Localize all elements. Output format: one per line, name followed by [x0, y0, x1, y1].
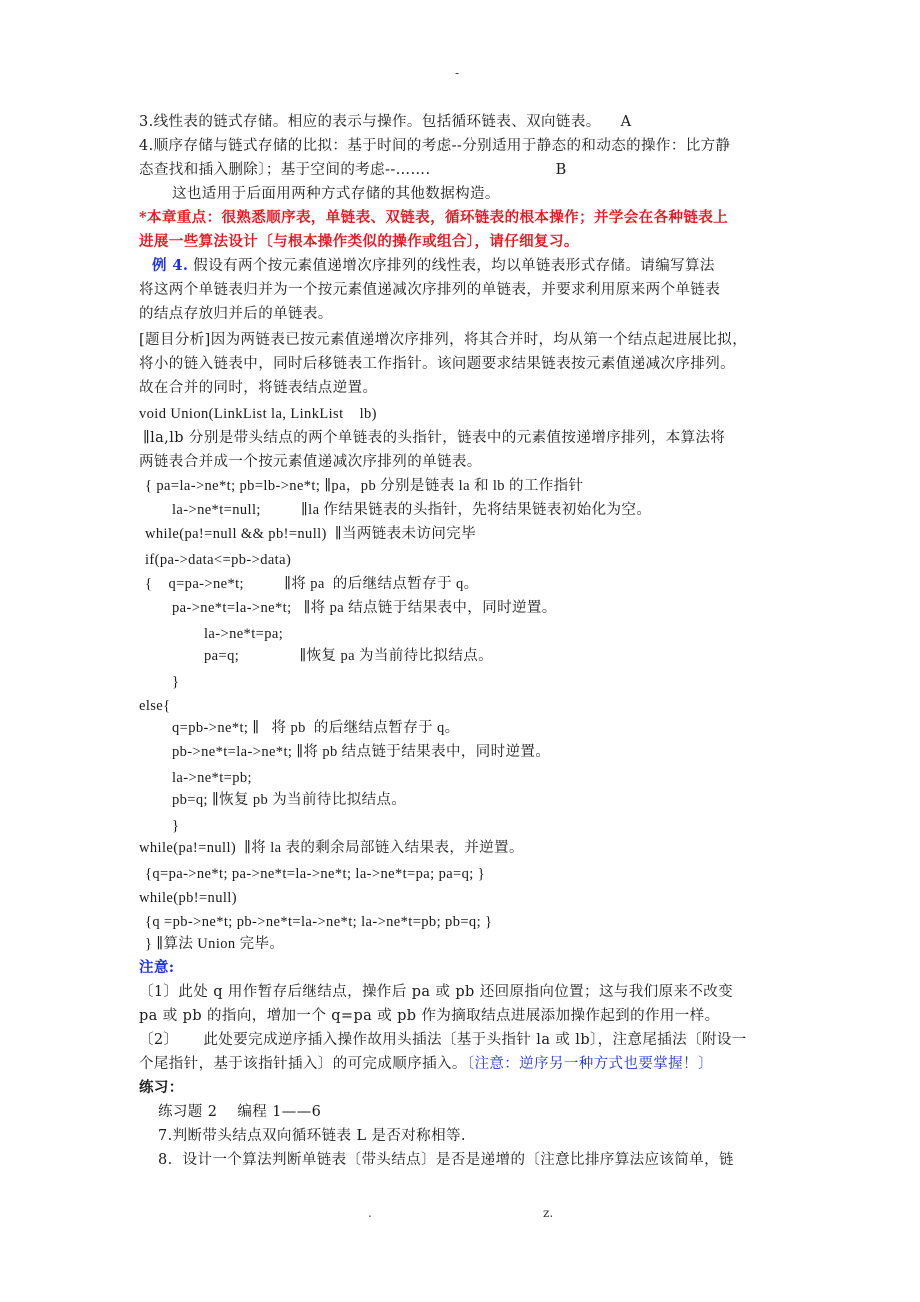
line-text: 个尾指针，基于该指针插入〕的可完成顺序插入。: [139, 1056, 467, 1072]
line-text: }: [172, 818, 180, 834]
line-text: while(pa!=null) ∥将 la 表的剩余局部链入结果表，并逆置。: [139, 840, 524, 856]
line-text: ∥la,lb 分别是带头结点的两个单链表的头指针，链表中的元素值按递增序排列，本算法将: [143, 430, 726, 446]
line-text: 〔1〕此处 q 用作暂存后继结点，操作后 pa 或 pb 还回原指向位置；这与我们原来不改变: [139, 984, 734, 1000]
line-text: pb=q; ∥恢复 pb 为当前待比拟结点。: [172, 792, 407, 808]
text-line-l27: [172, 742, 550, 762]
text-line-l33: [139, 888, 237, 908]
line-text: q=pb->ne*t; ∥ 将 pb 的后继结点暂存于 q。: [172, 720, 460, 736]
line-text: 练习题 2 编程 1——6: [158, 1104, 322, 1120]
text-line-l42: [158, 1102, 321, 1122]
line-text: la->ne*t=null; ∥la 作结果链表的头指针，先将结果链表初始化为空。: [172, 502, 652, 518]
text-line-l04: [172, 184, 500, 204]
text-line-l41: [139, 1078, 184, 1098]
line-text: 注意:: [139, 959, 175, 976]
text-line-l29: [172, 790, 406, 810]
text-line-l32: [145, 864, 485, 884]
line-text: pb->ne*t=la->ne*t; ∥将 pb 结点链于结果表中，同时逆置。: [172, 744, 551, 760]
text-line-l16: [145, 476, 583, 496]
line-text: la->ne*t=pa;: [204, 626, 284, 642]
line-text: 假设有两个按元素值递增次序排列的线性表，均以单链表形式存储。请编写算法: [188, 258, 715, 274]
text-line-l37: [139, 982, 733, 1002]
text-line-l44: [158, 1150, 734, 1170]
example-label: 例 4.: [152, 257, 189, 274]
text-line-l35: [145, 934, 284, 954]
line-text: pa->ne*t=la->ne*t; ∥将 pa 结点链于结果表中，同时逆置。: [172, 600, 557, 616]
line-text: 这也适用于后面用两种方式存储的其他数据构造。: [172, 186, 500, 202]
line-text: 故在合并的同时，将链表结点逆置。: [139, 380, 378, 396]
text-line-l22: [204, 624, 283, 644]
text-line-l05: [139, 208, 728, 228]
line-text: void Union(LinkList la, LinkList lb): [139, 406, 377, 422]
text-line-l09: [139, 304, 333, 324]
line-text: 将小的链入链表中，同时后移链表工作指针。该问题要求结果链表按元素值递减次序排列。: [139, 356, 735, 372]
text-line-l39: [139, 1030, 747, 1050]
line-text: *本章重点：很熟悉顺序表，单链表、双链表，循环链表的根本操作；并学会在各种链表上: [139, 209, 729, 226]
text-line-l08: [139, 280, 720, 300]
line-text: { q=pa->ne*t; ∥将 pa 的后继结点暂存于 q。: [145, 576, 479, 592]
text-line-l34: [145, 912, 492, 932]
text-line-l25: [139, 696, 171, 716]
text-line-l03: [139, 160, 567, 180]
line-text: 7.判断带头结点双向循环链表 L 是否对称相等.: [158, 1128, 466, 1144]
line-text: {q=pa->ne*t; pa->ne*t=la->ne*t; la->ne*t=pa; pa=q; }: [145, 866, 486, 882]
line-text: pa=q; ∥恢复 pa 为当前待比拟结点。: [204, 648, 494, 664]
text-line-l18: [145, 524, 476, 544]
text-line-l43: [158, 1126, 466, 1146]
text-line-l26: [172, 718, 460, 738]
line-text: la->ne*t=pb;: [172, 770, 252, 786]
line-text: } ∥算法 Union 完毕。: [145, 936, 285, 952]
line-text: while(pb!=null): [139, 890, 237, 906]
text-line-l31: [139, 838, 524, 858]
line-text: if(pa->data<=pb->data): [145, 552, 292, 568]
line-text: 4.顺序存储与链式存储的比拟：基于时间的考虑--分别适用于静态的和动态的操作：比方静: [139, 138, 731, 154]
text-line-l28: [172, 768, 252, 788]
text-line-l07: [152, 256, 715, 276]
line-text: 的结点存放归并后的单链表。: [139, 306, 333, 322]
blue-note: 〔注意：逆序另一种方式也要掌握！〕: [466, 1056, 713, 1072]
line-text: 态查找和插入删除〕；基于空间的考虑--……. B: [139, 162, 567, 178]
text-line-l06: [139, 232, 579, 252]
text-line-l23: [204, 646, 493, 666]
text-line-l40: [139, 1054, 713, 1074]
text-line-l10: [139, 330, 747, 350]
text-line-l12: [139, 378, 377, 398]
text-line-l24: [172, 672, 179, 692]
text-line-l36: [139, 958, 175, 978]
line-text: { pa=la->ne*t; pb=lb->ne*t; ∥pa，pb 分别是链表 la 和 lb 的工作指针: [145, 478, 584, 494]
text-line-l17: [172, 500, 651, 520]
text-line-l21: [172, 598, 557, 618]
text-line-l15: [139, 452, 482, 472]
line-text: [题目分析]因为两链表已按元素值递增次序排列，将其合并时，均从第一个结点起进展比拟，: [139, 332, 748, 348]
line-text: {q =pb->ne*t; pb->ne*t=la->ne*t; la->ne*t=pb; pb=q; }: [145, 914, 493, 930]
text-line-l14: [143, 428, 725, 448]
text-line-l13: [139, 404, 377, 424]
page-footer-right: z.: [543, 1206, 554, 1220]
line-text: }: [172, 674, 180, 690]
line-text: pa 或 pb 的指向，增加一个 q=pa 或 pb 作为摘取结点进展添加操作起到的作用一样。: [139, 1008, 720, 1024]
line-text: 〔2〕 此处要完成逆序插入操作故用头插法〔基于头指针 la 或 lb〕，注意尾插法〔附设一: [139, 1032, 747, 1048]
page-footer-left: .: [368, 1206, 372, 1220]
line-text: 进展一些算法设计〔与根本操作类似的操作或组合〕，请仔细复习。: [139, 233, 579, 250]
line-text: 两链表合并成一个按元素值递减次序排列的单链表。: [139, 454, 482, 470]
text-line-l11: [139, 354, 735, 374]
text-line-l01: [139, 112, 632, 132]
page-header-mark: -: [455, 66, 460, 80]
line-text: 练习：: [139, 1079, 184, 1096]
line-text: else{: [139, 698, 171, 714]
line-text: 3.线性表的链式存储。相应的表示与操作。包括循环链表、双向链表。 A: [139, 114, 632, 130]
text-line-l38: [139, 1006, 719, 1026]
line-text: 8. 设计一个算法判断单链表〔带头结点〕是否是递增的〔注意比排序算法应该简单，链: [158, 1152, 734, 1168]
text-line-l02: [139, 136, 730, 156]
text-line-l30: [172, 816, 179, 836]
line-text: 将这两个单链表归并为一个按元素值递减次序排列的单链表，并要求利用原来两个单链表: [139, 282, 721, 298]
line-text: while(pa!=null && pb!=null) ∥当两链表未访问完毕: [145, 526, 477, 542]
text-line-l20: [145, 574, 479, 594]
text-line-l19: [145, 550, 291, 570]
